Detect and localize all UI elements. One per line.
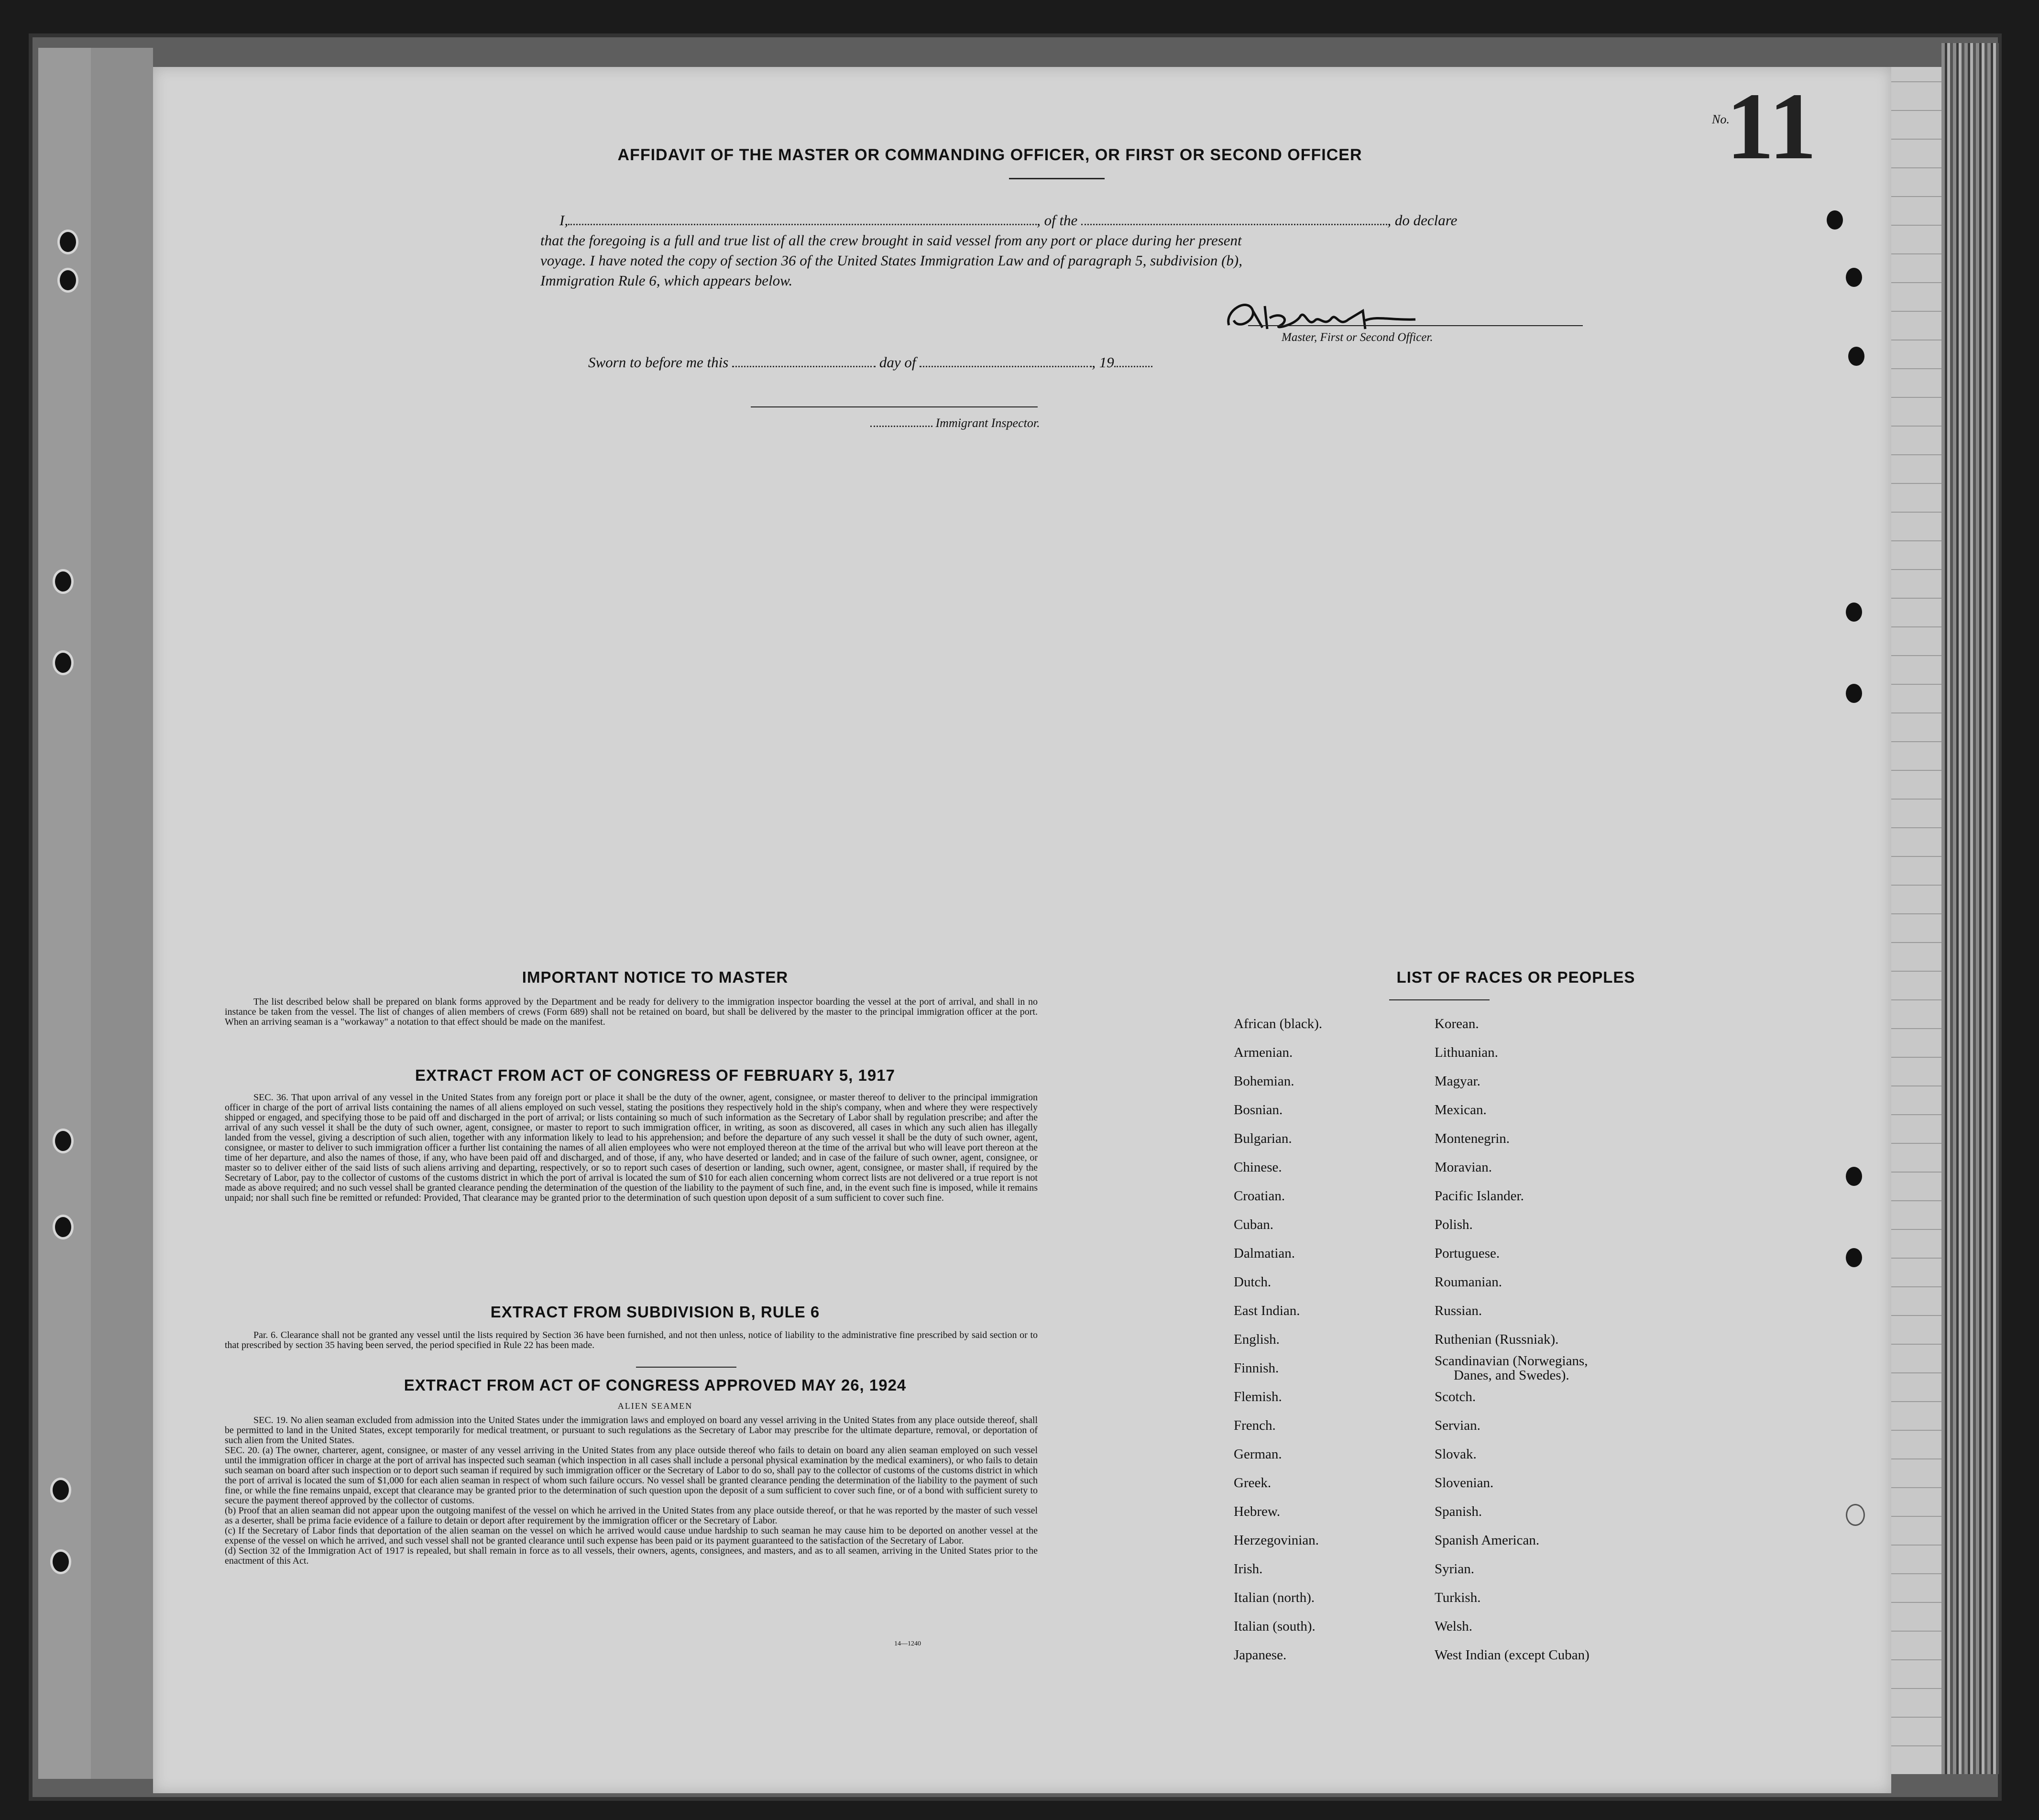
binder-left-margin [38,48,91,1779]
race-left: African (black). [1234,1016,1323,1031]
race-left: Irish. [1234,1561,1263,1577]
sworn-prefix: Sworn to before me this [588,354,729,371]
notice-title: IMPORTANT NOTICE TO MASTER [522,968,789,986]
declarant-i: I, [559,212,569,229]
race-left: Croatian. [1234,1188,1285,1204]
race-left: Bulgarian. [1234,1131,1292,1146]
binder-hole-icon [50,1549,71,1574]
sworn-day-label: day of [879,354,916,371]
punch-hole-icon [1846,603,1862,622]
inspector-blank [870,421,932,427]
race-right: Pacific Islander. [1435,1188,1524,1204]
binder-hole-icon [57,268,78,293]
binder-hole-icon [50,1478,71,1502]
vessel-blank [1081,219,1387,225]
binder-hole-icon [53,1129,74,1153]
extract-1917-title: EXTRACT FROM ACT OF CONGRESS OF FEBRUARY 5, 1917 [415,1066,895,1084]
affidavit-title: AFFIDAVIT OF THE MASTER OR COMMANDING OFFICER, OR FIRST OR SECOND OFFICER [617,146,1362,164]
race-right: Magyar. [1435,1074,1480,1089]
of-the-label: , of the [1037,212,1078,229]
race-left: French. [1234,1418,1276,1433]
race-left: East Indian. [1234,1303,1300,1318]
race-left: Bohemian. [1234,1074,1294,1089]
race-right: Ruthenian (Russniak). [1435,1332,1559,1347]
punch-hole-icon [1848,347,1864,366]
extract-1924-title: EXTRACT FROM ACT OF CONGRESS APPROVED MAY 26, 1924 [404,1376,907,1394]
punch-hole-icon [1846,268,1862,287]
extract-rule6-title: EXTRACT FROM SUBDIVISION B, RULE 6 [490,1303,820,1321]
race-right: Servian. [1435,1418,1480,1433]
race-right: West Indian (except Cuban) [1435,1647,1590,1663]
declaration-line-3: voyage. I have noted the copy of section 36 of the United States Immigration Law and of paragraph 5, subdivision (b), [540,252,1242,269]
race-right: Syrian. [1435,1561,1474,1577]
race-right: Montenegrin. [1435,1131,1510,1146]
sworn-day-blank [732,361,876,367]
race-left: Greek. [1234,1475,1272,1491]
race-left: English. [1234,1332,1280,1347]
races-title-underline [1389,999,1490,1000]
affidavit-declaration [540,210,1659,291]
race-left: Finnish. [1234,1360,1279,1376]
inspector-caption: Immigrant Inspector. [935,416,1040,430]
punch-hole-icon [1827,210,1843,230]
sworn-line [588,354,1152,371]
race-left: Italian (north). [1234,1590,1315,1605]
declaration-line-2: that the foregoing is a full and true list of all the crew brought in said vessel from any port or place during her present [540,232,1242,249]
race-right: Scandinavian (Norwegians, [1435,1353,1588,1369]
race-left: Hebrew. [1234,1504,1281,1519]
name-blank [568,219,1037,225]
binder-hole-icon [53,1215,74,1239]
race-left: Bosnian. [1234,1102,1283,1118]
punch-hole-icon [1846,1504,1865,1526]
race-right: Danes, and Swedes). [1454,1368,1569,1383]
binder-hole-icon [53,569,74,594]
signature-caption: Master, First or Second Officer. [1282,331,1433,344]
inspector-signature-line [751,406,1038,407]
race-right: Turkish. [1435,1590,1481,1605]
race-left: Dutch. [1234,1274,1272,1290]
page-edge-stack [1941,43,1999,1774]
sworn-year-blank [1114,361,1152,367]
races-title: LIST OF RACES OR PEOPLES [1396,968,1635,986]
form-code: 14—1240 [894,1640,921,1647]
race-right: Korean. [1435,1016,1479,1031]
race-right: Spanish American. [1435,1533,1540,1548]
race-left: Dalmatian. [1234,1246,1295,1261]
race-right: Spanish. [1435,1504,1482,1519]
race-right: Moravian. [1435,1160,1492,1175]
declaration-line-4: Immigration Rule 6, which appears below. [540,272,793,289]
race-right: Lithuanian. [1435,1045,1498,1060]
punch-hole-icon [1846,1248,1862,1267]
race-right: Slovak. [1435,1447,1477,1462]
extract-1924-subtitle: ALIEN SEAMEN [617,1401,693,1411]
race-left: Japanese. [1234,1647,1287,1663]
race-right: Welsh. [1435,1619,1473,1634]
race-right: Portuguese. [1435,1246,1500,1261]
race-right: Mexican. [1435,1102,1487,1118]
notice-text: The list described below shall be prepared on blank forms approved by the Department and be ready for delivery to the immigration inspector boarding the vessel at the port of arrival, and shall in no instance be taken from the vessel. The list of changes of alien members of crews (Form 689) shall not be retained on board, but shall be delivered by the master to the principal immigration officer at the port. When an arriving seaman is a "workaway" a notation to that effect should be made on the manifest. [225,997,1038,1027]
title-underline [1009,178,1105,179]
binder-hole-icon [53,650,74,675]
race-left: German. [1234,1447,1282,1462]
race-right: Russian. [1435,1303,1482,1318]
punch-hole-icon [1846,1167,1862,1186]
form-number-label: No. [1712,112,1730,126]
extract-1924-text: SEC. 19. No alien seaman excluded from admission into the United States under the immigration laws and employed on board any vessel arriving in the United States from any place outside thereof, shall be permitted to land in the United States, except temporarily for medical treatment, or pursuant to such regulations as the Secretary of Labor may prescribe for the ultimate departure, removal, or deportation of such alien from the United States. SEC. 20. (a) The owner, charterer, agent, consignee, or master of any vessel arriving in the United States from any place outside thereof who fails to detain on board any alien seaman employed on such vessel until the immigration officer in charge at the port of arrival has inspected such seaman (which inspection in all cases shall include a personal physical examination by the medical examiners), or who fails to detain such seaman on board after such inspection or to deport such seaman if required by such immigration officer or the Secretary of Labor to do so, shall pay to the collector of customs of the customs district in which the port of arrival is located the sum of $1,000 for each alien seaman in respect of whom such failure occurs. No vessel shall be granted clearance pending the determination of the liability to the payment of such fine, or while the fine remains unpaid, except that clearance may be granted prior to the determination of such question upon the deposit of a sum sufficient to cover such fine, or of a bond with sufficient surety to secure the payment thereof approved by the collector of customs. (b) Proof that an alien seaman did not appear upon the outgoing manifest of the vessel on which he arrived in the United States from any place outside thereof, or that he was reported by the master of such vessel as a deserter, shall be prima facie evidence of a failure to detain or deport after requirement by the immigration officer or the Secretary of Labor. (c) If the Secretary of Labor finds that deportation of the alien seaman on the vessel on which he arrived would cause undue hardship to such seaman he may cause him to be deported on another vessel at the expense of the vessel on which he arrived, and such vessel shall not be granted clearance until such expense has been paid or its payment guaranteed to the satisfaction of the Secretary of Labor. (d) Section 32 of the Immigration Act of 1917 is repealed, but shall remain in force as to all vessels, their owners, agents, consignees, and masters, and as to all seamen, arriving in the United States prior to the enactment of this Act. [225,1415,1038,1566]
race-right: Slovenian. [1435,1475,1494,1491]
race-right: Scotch. [1435,1389,1476,1404]
race-right: Polish. [1435,1217,1473,1232]
sworn-year-label: , 19 [1092,354,1114,371]
race-left: Flemish. [1234,1389,1282,1404]
race-left: Herzegovinian. [1234,1533,1319,1548]
binder-hole-icon [57,230,78,254]
sworn-month-blank [920,361,1092,367]
extract-rule6-text: Par. 6. Clearance shall not be granted any vessel until the lists required by Section 36 have been furnished, and not then unless, notice of liability to the administrative fine prescribed by said section or to that prescribed by section 35 having been served, the period specified in Rule 22 has been made. [225,1330,1038,1350]
race-left: Italian (south). [1234,1619,1315,1634]
race-left: Armenian. [1234,1045,1293,1060]
form-number: 11 [1726,74,1817,179]
signature-line [1248,325,1583,326]
section-divider [636,1367,736,1368]
declaration-line-1 [540,210,1659,230]
declare-label: , do declare [1387,212,1458,229]
race-left: Cuban. [1234,1217,1273,1232]
extract-1917-text: SEC. 36. That upon arrival of any vessel in the United States from any foreign port or place it shall be the duty of the owner, agent, consignee, or master thereof to deliver to the principal immigration officer in charge of the port of arrival lists containing the names of all aliens employed on such vessel, stating the positions they respectively hold in the ship's company, when and where they were respectively shipped or engaged, and specifying those to be paid off and discharged in the port of arrival; or lists containing so much of such information as the Secretary of Labor shall by regulation prescribe; and after the arrival of any such vessel it shall be the duty of such owner, agent, consignee, or master to report to such immigration officer, in writing, as soon as discovered, all cases in which any such alien has illegally landed from the vessel, giving a description of such alien, together with any information likely to lead to his apprehension; and before the departure of any such vessel it shall be the duty of such owner, agent, consignee, or master to deliver to such immigration officer a further list containing the names of all alien employees who were not employed thereon at the time of the arrival but who will leave port thereon at the time of her departure, and also the names of those, if any, who have been paid off and discharged, and of those, if any, who have deserted or landed; and in case of the failure of such owner, agent, consignee, or master so to deliver either of the said lists of such aliens arriving and departing, respectively, or so to report such cases of desertion or landing, such owner, agent, consignee, or master shall, if required by the Secretary of Labor, pay to the collector of customs of the customs district in which the port of arrival is located the sum of $10 for each alien concerning whom correct lists are not delivered or a true report is not made as above required; and no such vessel shall be granted clearance pending the determination of the question of the liability to the payment of such fine, and, in the event such fine is imposed, while it remains unpaid; nor shall such fine be remitted or refunded: Provided, That clearance may be granted prior to the determination of such question upon deposit of a sum sufficient to cover such fine. [225,1092,1038,1203]
affidavit-document-page [153,67,1891,1793]
race-right: Roumanian. [1435,1274,1502,1290]
punch-hole-icon [1846,684,1862,703]
binder-spine-strip [91,48,153,1779]
inspector-caption-row [870,416,1040,430]
race-left: Chinese. [1234,1160,1282,1175]
